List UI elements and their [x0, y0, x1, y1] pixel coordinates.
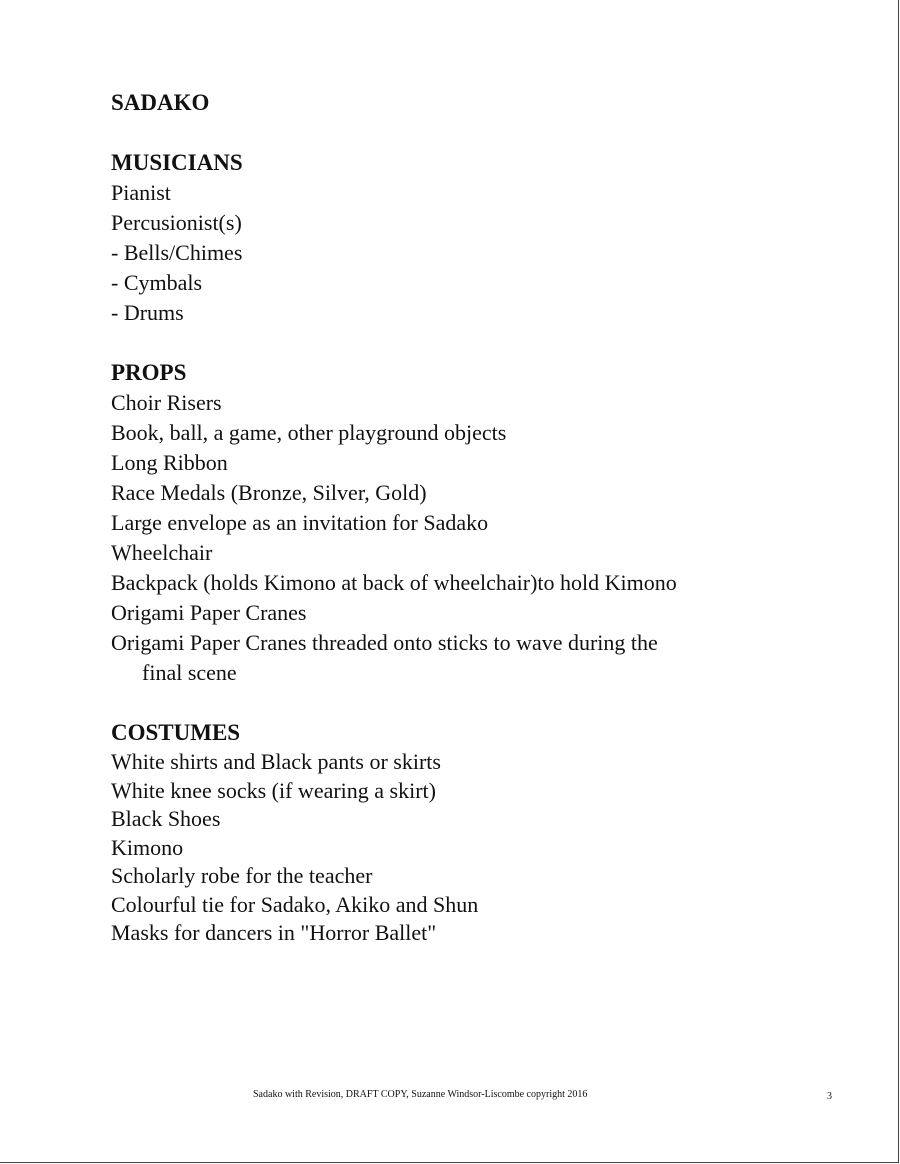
props-section — [111, 358, 811, 688]
list-item: Black Shoes — [111, 806, 221, 831]
musicians-section — [111, 148, 811, 328]
list-item: Choir Risers — [111, 390, 222, 415]
list-item: Kimono — [111, 834, 184, 860]
list-item: Masks for dancers in "Horror Ballet" — [111, 920, 437, 945]
list-item: Origami Paper Cranes — [111, 600, 307, 625]
list-item-continuation: final scene — [142, 660, 237, 685]
list-item: Pianist — [111, 180, 171, 205]
list-item: White shirts and Black pants or skirts — [111, 749, 441, 774]
list-item: Large envelope as an invitation for Sadako — [111, 510, 489, 535]
list-item: Scholarly robe for the teacher — [111, 863, 373, 888]
list-item: Colourful tie for Sadako, Akiko and Shun — [111, 891, 479, 917]
list-item: Percusionist(s) — [111, 210, 242, 235]
page-content — [111, 88, 811, 948]
list-item: Origami Paper Cranes threaded onto sticks to wave during the — [111, 630, 658, 655]
costumes-section — [111, 718, 811, 948]
list-item: - Cymbals — [111, 270, 203, 295]
section-heading-costumes: COSTUMES — [111, 720, 241, 745]
list-item: Wheelchair — [111, 540, 213, 565]
list-item: Long Ribbon — [111, 450, 228, 475]
section-heading-props: PROPS — [111, 360, 187, 385]
list-item: Backpack (holds Kimono at back of wheelchair)to hold Kimono — [111, 570, 677, 595]
document-title: SADAKO — [111, 90, 210, 115]
page-number: 3 — [827, 1091, 832, 1102]
section-heading-musicians: MUSICIANS — [111, 150, 243, 175]
list-item: - Drums — [111, 300, 184, 325]
list-item: White knee socks (if wearing a skirt) — [111, 777, 436, 803]
list-item: Race Medals (Bronze, Silver, Gold) — [111, 480, 427, 505]
footer-text: Sadako with Revision, DRAFT COPY, Suzanne Windsor-Liscombe copyright 2016 — [253, 1089, 588, 1100]
list-item: - Bells/Chimes — [111, 240, 243, 265]
list-item: Book, ball, a game, other playground objects — [111, 420, 507, 445]
